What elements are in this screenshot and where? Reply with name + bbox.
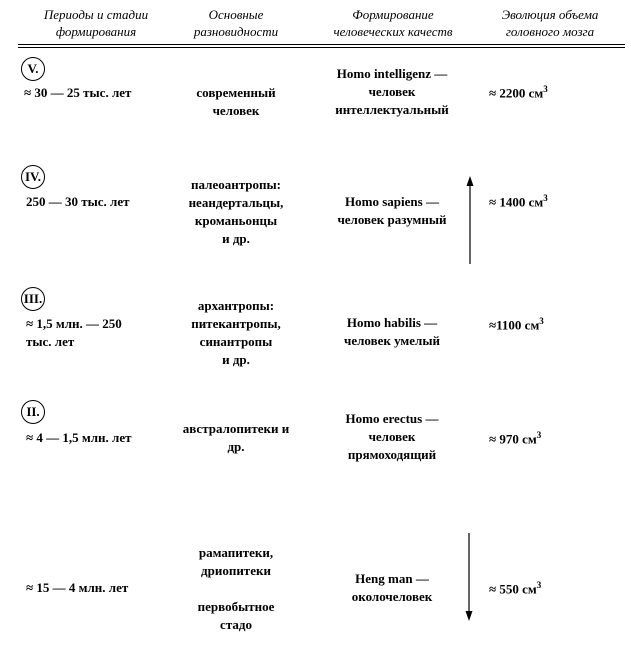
- brain-volume-value: ≈ 970 $см^3$: [489, 430, 542, 447]
- arrow-up-icon: [467, 176, 474, 264]
- varieties-cell: австралопитеки и др.: [182, 421, 290, 454]
- qualities-cell: Homo habilis — человек умелый: [344, 315, 440, 348]
- qualities-cell: Homo sapiens — человек разумный: [337, 194, 447, 227]
- stage-badge: II.: [21, 400, 45, 424]
- header-varieties: Основные разновидности: [193, 7, 279, 39]
- header-qualities: Формирование человеческих качеств: [333, 7, 453, 39]
- brain-volume-value: ≈1100 $см^3$: [489, 316, 544, 333]
- varieties-cell: палеоантропы: неандертальцы, кроманьонцы и др.: [188, 177, 284, 246]
- qualities-cell: Homo erectus — человек прямоходящий: [345, 411, 439, 462]
- brain-volume-value: ≈ 2200 $см^3$: [489, 84, 548, 101]
- stage-badge: V.: [21, 57, 45, 81]
- period-cell: ≈ 30 — 25 тыс. лет: [24, 85, 132, 100]
- brain-volume-value: ≈ 1400 $см^3$: [489, 193, 548, 210]
- qualities-cell: Homo intelligenz — человек интеллектуальный: [335, 66, 449, 117]
- arrow-down-icon: [466, 533, 473, 621]
- stage-badge: III.: [21, 287, 45, 311]
- header-periods: Периоды и стадии формирования: [43, 7, 149, 39]
- period-cell: 250 — 30 тыс. лет: [26, 194, 130, 209]
- period-cell: ≈ 4 — 1,5 млн. лет: [26, 430, 132, 445]
- stage-badge: IV.: [21, 165, 45, 189]
- varieties-cell: архантропы: питекантропы, синантропы и др.: [191, 298, 281, 367]
- brain-volume-value: ≈ 550 $см^3$: [489, 580, 542, 597]
- header-brain-volume: Эволюция объема головного мозга: [501, 7, 599, 39]
- qualities-cell: Heng man — околочеловек: [351, 571, 433, 604]
- varieties-cell: современный человек: [196, 85, 276, 118]
- varieties-cell: рамапитеки, дриопитеки первобытное стадо: [197, 545, 275, 632]
- period-cell: ≈ 1,5 млн. — 250 тыс. лет: [26, 316, 122, 349]
- period-cell: ≈ 15 — 4 млн. лет: [26, 580, 129, 595]
